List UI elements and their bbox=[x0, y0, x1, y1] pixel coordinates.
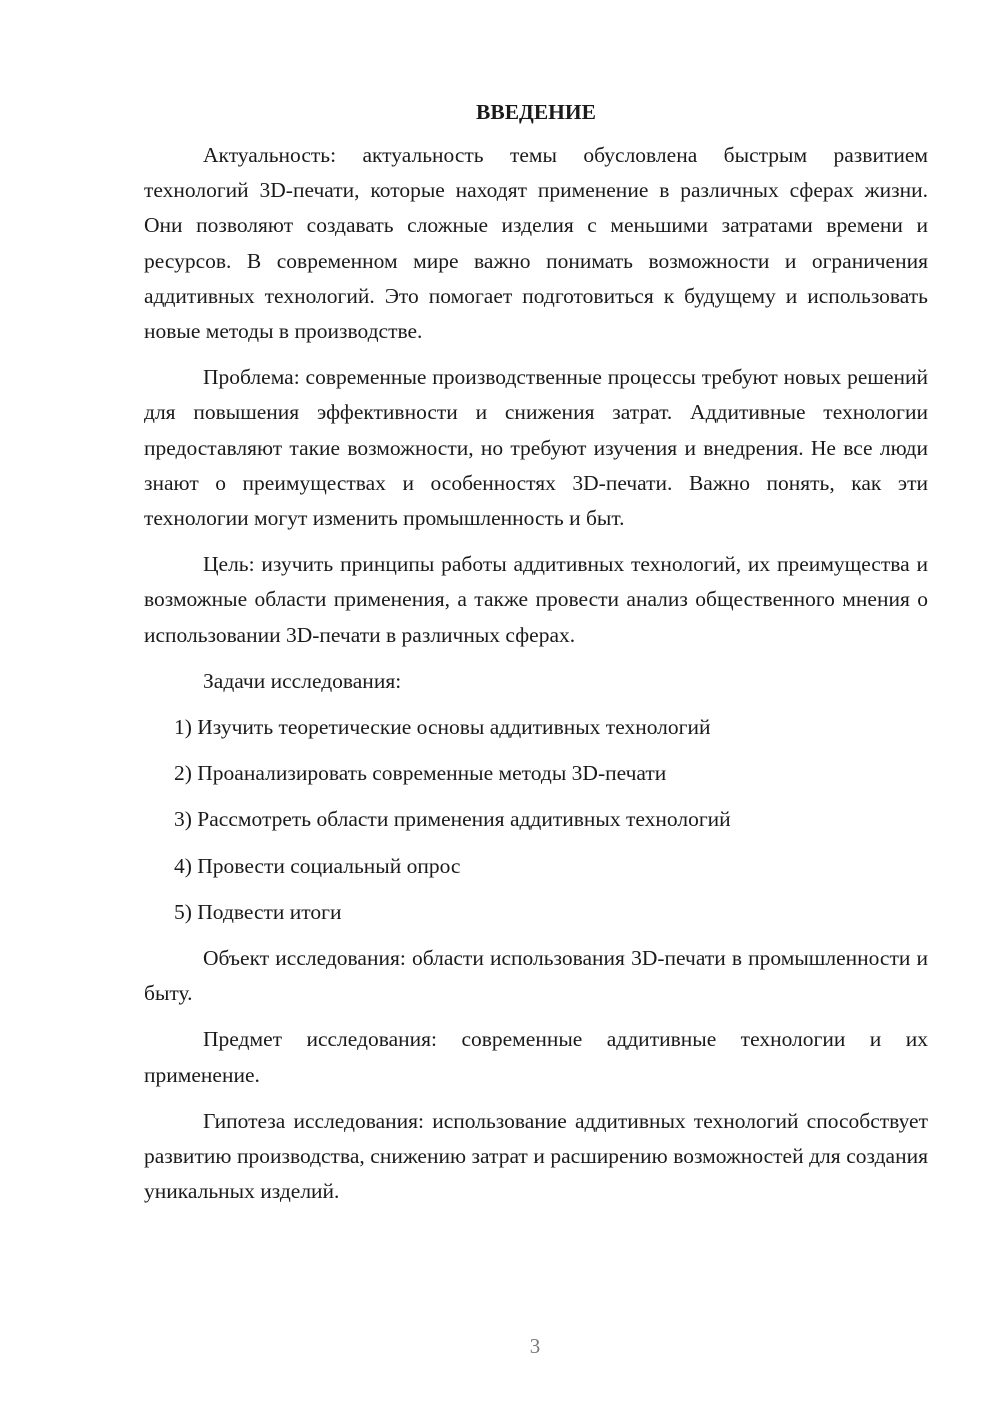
tasks-heading: Задачи исследования: bbox=[203, 668, 402, 693]
task-item-3: 3) Рассмотреть области применения аддитивных технологий bbox=[174, 807, 731, 832]
paragraph-hypothesis: Гипотеза исследования: использование аддитивных технологий способствует развитию производства, снижению затрат и расширению возможностей для создания уникальных изделий. bbox=[144, 1108, 928, 1204]
paragraph-problem: Проблема: современные производственные процессы требуют новых решений для повышения эффективности и снижения затрат. Аддитивные технологии предоставляют такие возможности, но требуют изучения и внедрения. Не все люди знают о преимуществах и особенностях 3D-печати. Важно понять, как эти технологии могут изменить промышленность и быт. bbox=[144, 365, 928, 531]
task-item-5: 5) Подвести итоги bbox=[174, 899, 342, 924]
paragraph-subject: Предмет исследования: современные аддитивные технологии и их применение. bbox=[144, 1027, 928, 1087]
task-item-2: 2) Проанализировать современные методы 3D-печати bbox=[174, 761, 667, 786]
task-item-1: 1) Изучить теоретические основы аддитивных технологий bbox=[174, 715, 711, 740]
paragraph-object: Объект исследования: области использования 3D-печати в промышленности и быту. bbox=[144, 946, 928, 1006]
page-content bbox=[144, 96, 928, 1209]
paragraph-goal: Цель: изучить принципы работы аддитивных технологий, их преимущества и возможные области применения, а также провести анализ общественного мнения о использовании 3D-печати в различных сферах. bbox=[144, 552, 928, 647]
page-number: 3 bbox=[529, 1334, 541, 1358]
page-title: ВВЕДЕНИЕ bbox=[476, 100, 596, 124]
task-item-4: 4) Провести социальный опрос bbox=[174, 853, 461, 878]
paragraph-relevance: Актуальность: актуальность темы обусловлена быстрым развитием технологий 3D-печати, которые находят применение в различных сферах жизни. Они позволяют создавать сложные изделия с меньшими затратами времени и ресурсов. В современном мире важно понимать возможности и ограничения аддитивных технологий. Это помогает подготовиться к будущему и использовать новые методы в производстве. bbox=[144, 143, 928, 344]
